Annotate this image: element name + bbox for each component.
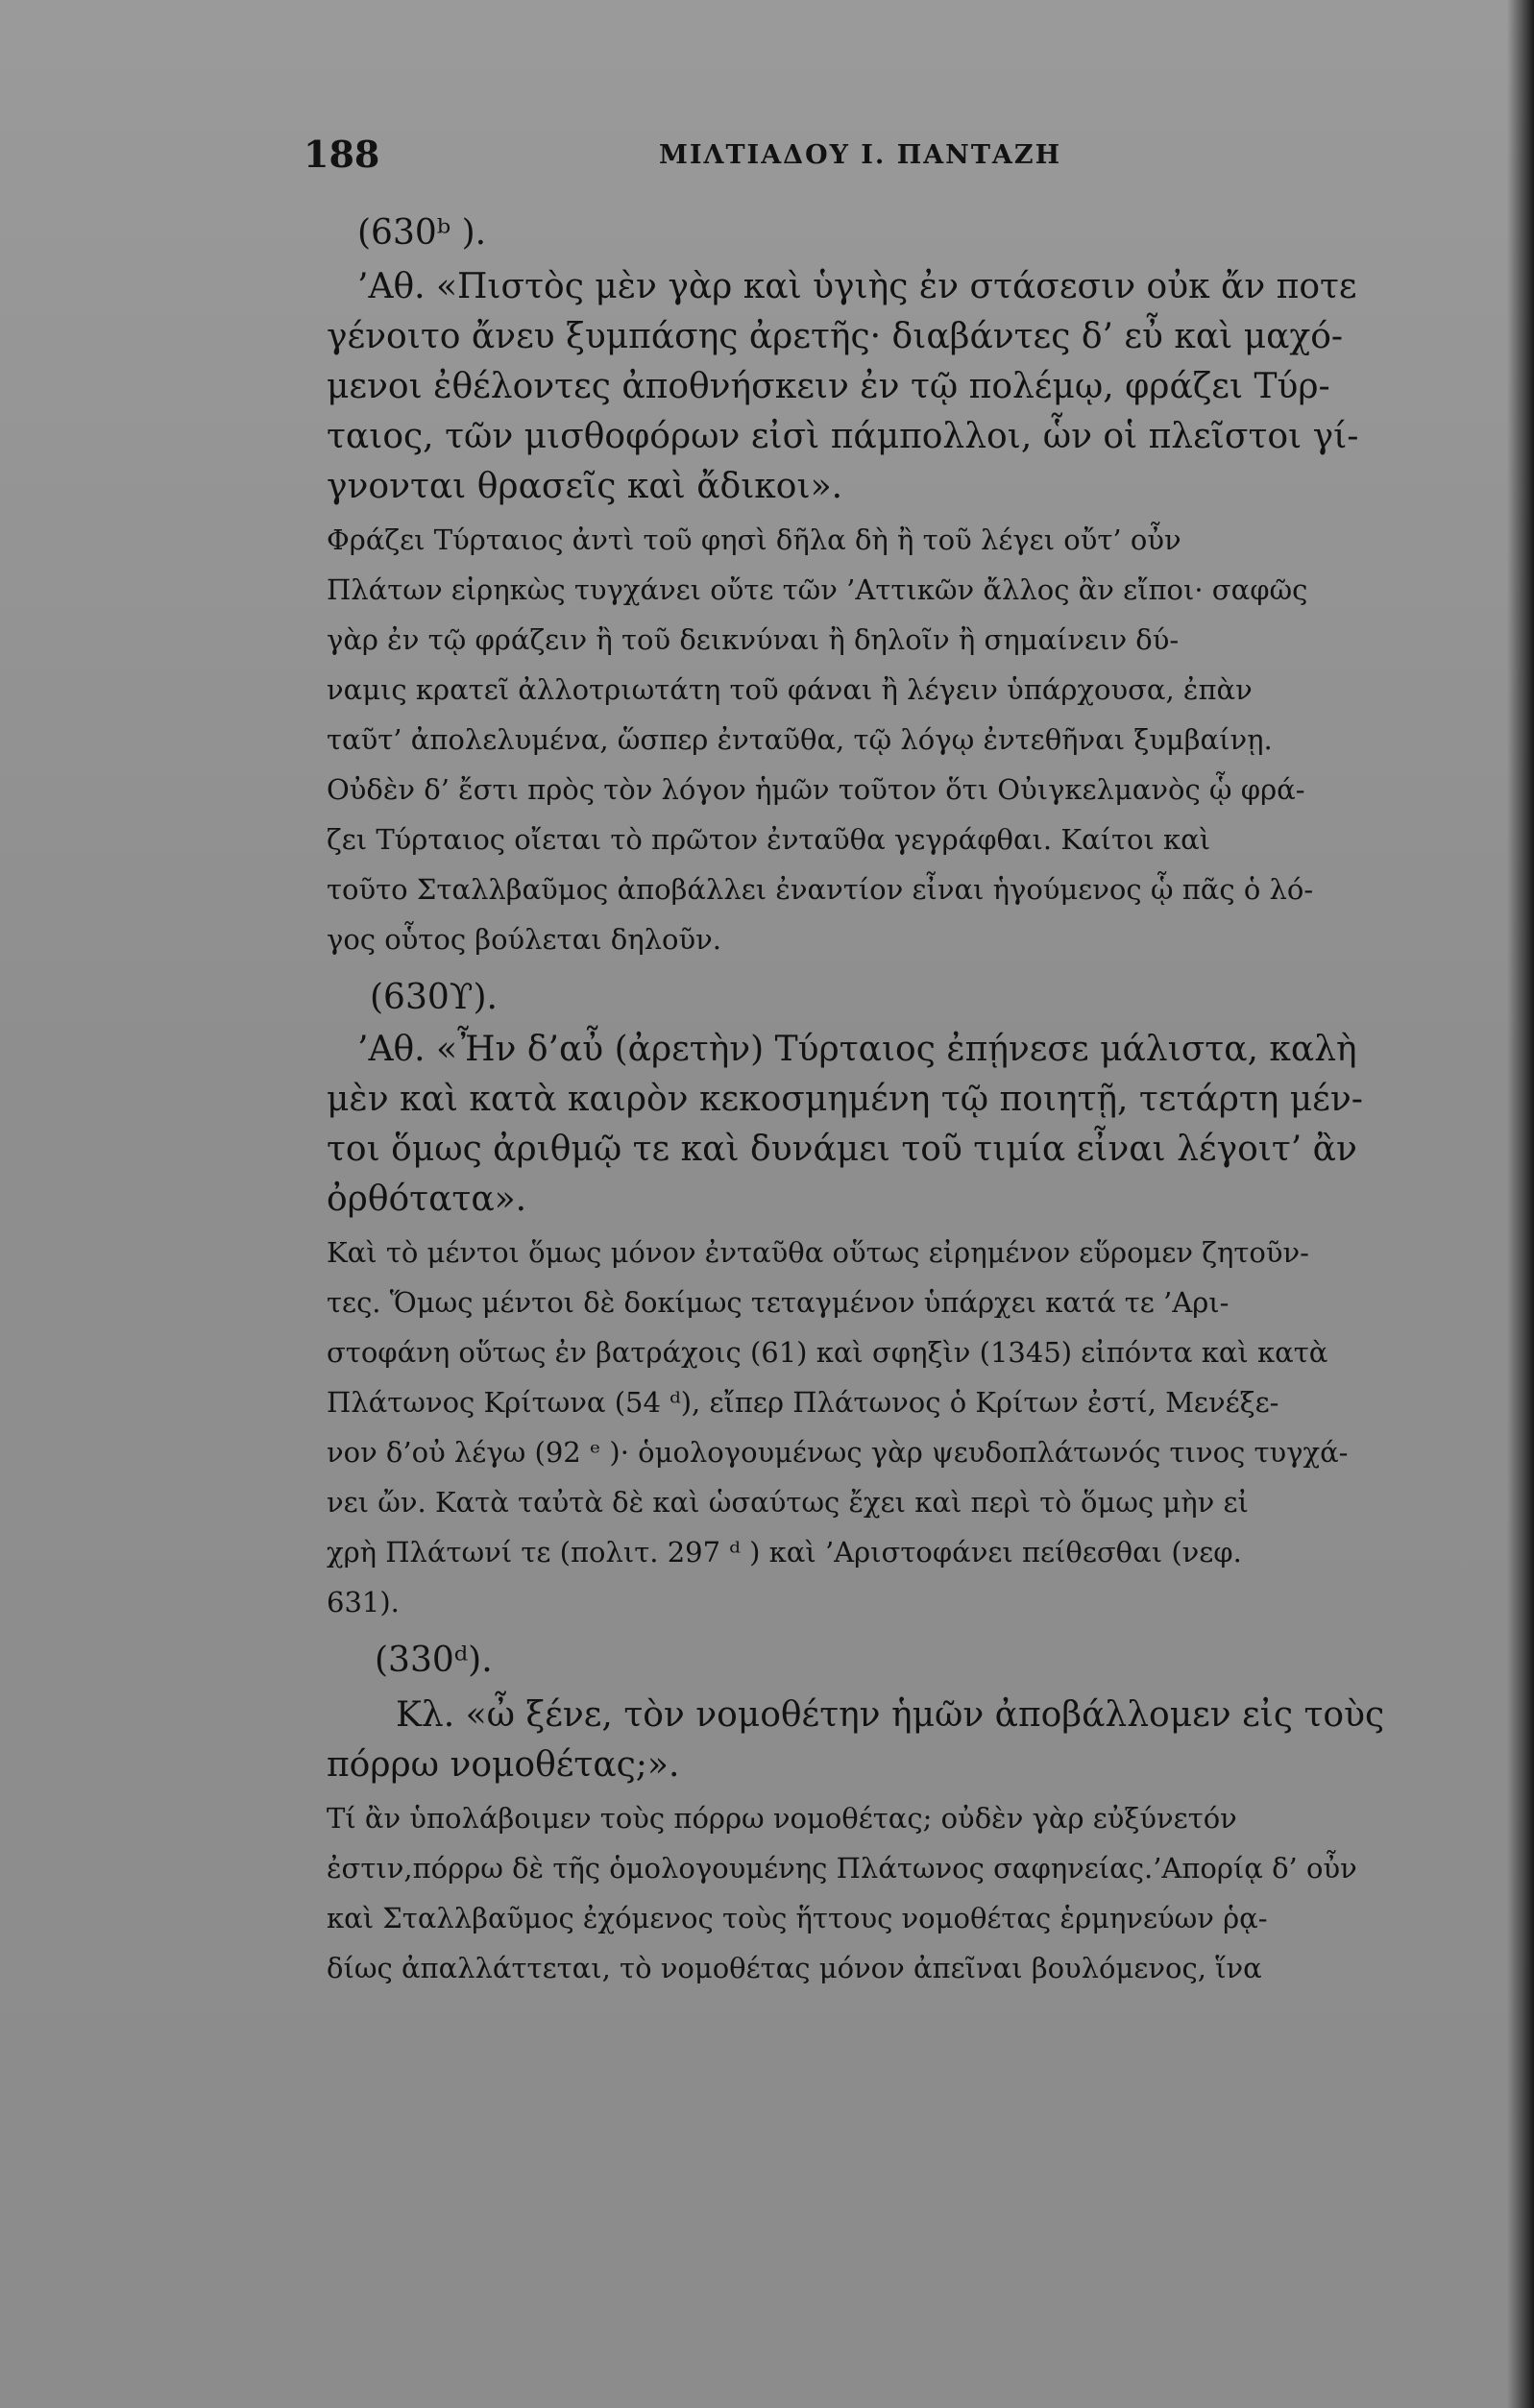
text-line: γος οὗτος βούλεται δηλοῦν. [327, 923, 721, 956]
text-line: μενοι ἐθέλοντες ἀποθνήσκειν ἐν τῷ πολέμῳ, φράζει Τύρ- [327, 367, 1330, 406]
text-line: γὰρ ἐν τῷ φράζειν ἢ τοῦ δεικνύναι ἢ δηλοῖν ἢ σημαίνειν δύ- [327, 623, 1180, 656]
text-line: στοφάνη οὕτως ἐν βατράχοις (61) καὶ σφηξὶν (1345) εἰπόντα καὶ κατὰ [327, 1336, 1328, 1369]
text-line: νει ὤν. Κατὰ ταὐτὰ δὲ καὶ ὡσαύτως ἔχει καὶ περὶ τὸ ὅμως μὴν εἰ [327, 1486, 1249, 1519]
text-line: ὀρθότατα». [327, 1180, 527, 1219]
text-line: ζει Τύρταιος οἴεται τὸ πρῶτον ἐνταῦθα γεγράφθαι. Καίτοι καὶ [327, 823, 1211, 856]
text-line: νον δ’οὐ λέγω (92 ᵉ )· ὁμολογουμένως γὰρ ψευδοπλάτωνός τινος τυγχά- [327, 1436, 1349, 1469]
text-line: τοι ὅμως ἀριθμῷ τε καὶ δυνάμει τοῦ τιμία εἶναι λέγοιτ’ ἂν [327, 1130, 1357, 1169]
text-line: (630ϒ). [370, 978, 498, 1017]
text-line: ναμις κρατεῖ ἀλλοτριωτάτη τοῦ φάναι ἢ λέγειν ὑπάρχουσα, ἐπὰν [327, 673, 1253, 706]
text-line: Κλ. «ὦ ξένε, τὸν νομοθέτην ἡμῶν ἀποβάλλομεν εἰς τοὺς [396, 1695, 1385, 1735]
text-line: γνονται θρασεῖς καὶ ἄδικοι». [327, 467, 843, 506]
text-line: καὶ Σταλλβαῦμος ἐχόμενος τοὺς ἥττους νομοθέτας ἑρμηνεύων ῥᾳ- [327, 1902, 1268, 1934]
text-line: (630ᵇ ). [357, 213, 487, 253]
text-line: (330ᵈ). [375, 1641, 493, 1680]
text-line: ’Αθ. «Πιστὸς μὲν γὰρ καὶ ὑγιὴς ἐν στάσεσιν οὐκ ἄν ποτε [357, 267, 1357, 306]
text-line: 631). [327, 1586, 400, 1618]
text-line: ταῦτ’ ἀπολελυμένα, ὥσπερ ἐνταῦθα, τῷ λόγῳ ἐντεθῆναι ξυμβαίνῃ. [327, 723, 1273, 756]
page-header [304, 133, 1149, 181]
text-line: Καὶ τὸ μέντοι ὅμως μόνον ἐνταῦθα οὕτως εἰρημένον εὕρομεν ζητοῦν- [327, 1236, 1309, 1269]
text-line: χρὴ Πλάτωνί τε (πολιτ. 297 ᵈ ) καὶ ’Αριστοφάνει πείθεσθαι (νεφ. [327, 1536, 1242, 1569]
text-line: τοῦτο Σταλλβαῦμος ἀποβάλλει ἐναντίον εἶναι ἡγούμενος ᾧ πᾶς ὁ λό- [327, 873, 1314, 906]
text-line: δίως ἀπαλλάττεται, τὸ νομοθέτας μόνον ἀπεῖναι βουλόμενος, ἵνα [327, 1952, 1262, 1984]
running-head: ΜΙΛΤΙΑΔΟΥ Ι. ΠΑΝΤΑΖΗ [659, 140, 1062, 170]
text-line: ἐστιν,πόρρω δὲ τῆς ὁμολογουμένης Πλάτωνος σαφηνείας.’Απορίᾳ δ’ οὖν [327, 1852, 1357, 1885]
page-number: 188 [304, 133, 380, 176]
text-line: μὲν καὶ κατὰ καιρὸν κεκοσμημένη τῷ ποιητῇ, τετάρτη μέν- [327, 1080, 1363, 1119]
text-line: τες. Ὅμως μέντοι δὲ δοκίμως τεταγμένον ὑπάρχει κατά τε ’Αρι- [327, 1286, 1230, 1319]
text-line: Φράζει Τύρταιος ἀντὶ τοῦ φησὶ δῆλα δὴ ἢ τοῦ λέγει οὔτ’ οὖν [327, 523, 1181, 556]
text-line: Πλάτων εἰρηκὼς τυγχάνει οὔτε τῶν ’Αττικῶν ἄλλος ἂν εἴποι· σαφῶς [327, 573, 1308, 606]
text-line: Πλάτωνος Κρίτωνα (54 ᵈ), εἴπερ Πλάτωνος ὁ Κρίτων ἐστί, Μενέξε- [327, 1386, 1279, 1419]
text-line: ’Αθ. «Ἦν δ’αὖ (ἀρετὴν) Τύρταιος ἐπῄνεσε μάλιστα, καλὴ [357, 1030, 1357, 1069]
text-line: πόρρω νομοθέτας;». [327, 1745, 680, 1785]
text-line: Οὐδὲν δ’ ἔστι πρὸς τὸν λόγον ἡμῶν τοῦτον ὅτι Οὐιγκελμανὸς ᾧ φρά- [327, 773, 1305, 806]
text-line: Τί ἂν ὑπολάβοιμεν τοὺς πόρρω νομοθέτας; οὐδὲν γὰρ εὐξύνετόν [327, 1802, 1237, 1835]
text-line: ταιος, τῶν μισθοφόρων εἰσὶ πάμπολλοι, ὧν οἱ πλεῖστοι γί- [327, 417, 1359, 456]
text-line: γένοιτο ἄνευ ξυμπάσης ἀρετῆς· διαβάντες δ’ εὖ καὶ μαχό- [327, 317, 1344, 356]
page-edge-shadow [1507, 0, 1534, 2408]
